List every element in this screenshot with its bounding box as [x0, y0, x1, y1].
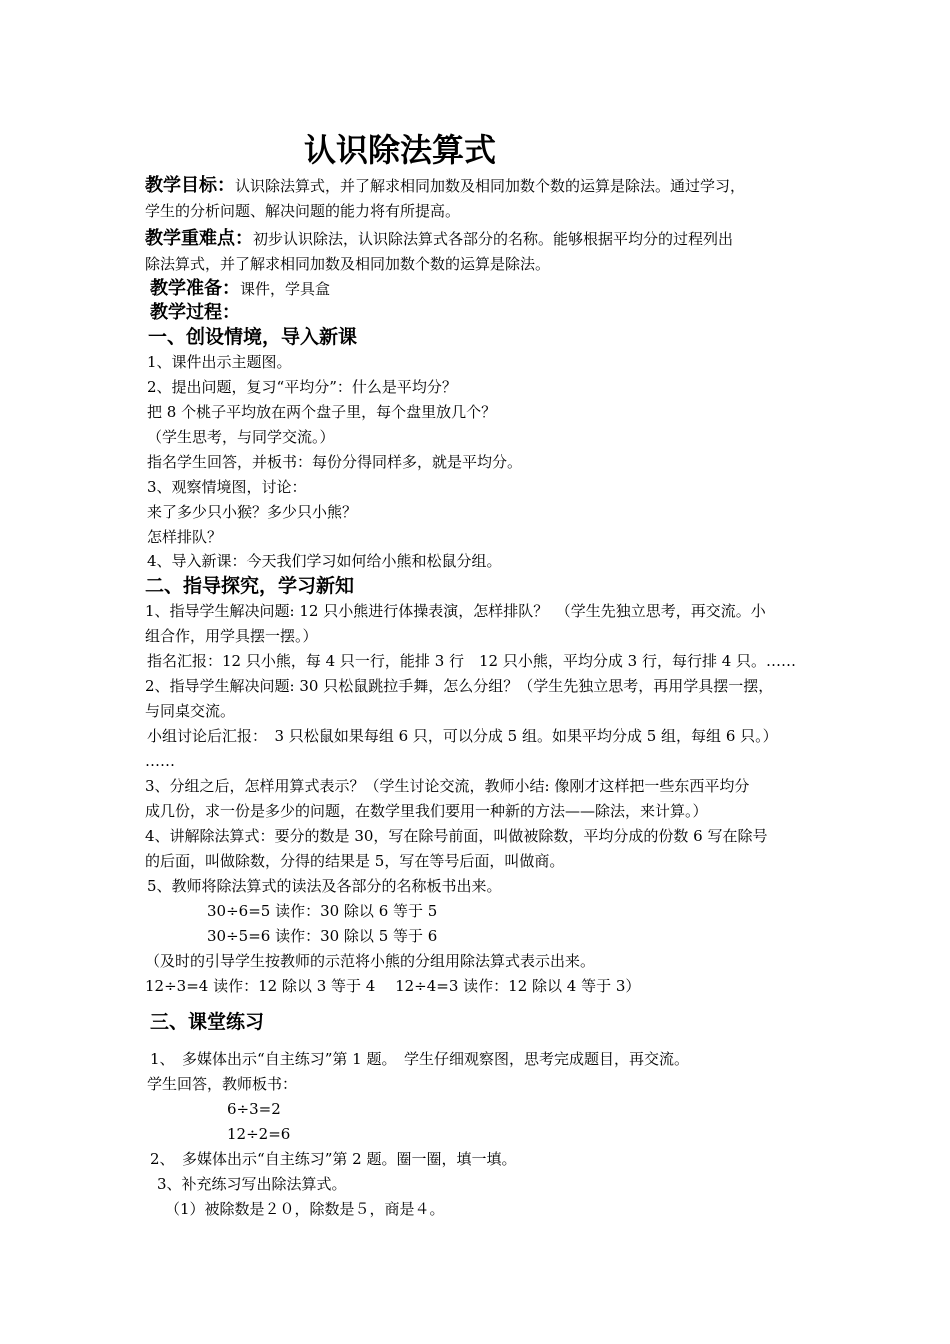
equation-line: 30÷6=5 读作：30 除以 6 等于 5: [207, 902, 438, 920]
section1-heading: 一、创设情境，导入新课: [148, 326, 358, 348]
section2-line: 1、指导学生解决问题: 12 只小熊进行体操表演，怎样排队？ （学生先独立思考，再交流。小: [145, 602, 766, 620]
exercise-line: 2、 多媒体出示“自主练习”第 2 题。圈一圈，填一填。: [150, 1150, 517, 1168]
section1-line: 怎样排队？: [147, 528, 223, 546]
section2-line: 小组讨论后汇报： 3 只松鼠如果每组 6 只，可以分成 5 组。如果平均分成 5 组，每组 6 只。）: [147, 727, 778, 745]
section2-line: 成几份，求一份是多少的问题，在数学里我们要用一种新的方法——除法，来计算。）: [145, 802, 708, 820]
keypoints-line-2: 除法算式，并了解求相同加数及相同加数个数的运算是除法。: [145, 255, 551, 273]
keypoints-text-1: 初步认识除法，认识除法算式各部分的名称。能够根据平均分的过程列出: [253, 230, 734, 248]
document-title: 认识除法算式: [304, 131, 497, 169]
section2-line: 3、分组之后，怎样用算式表示？（学生讨论交流，教师小结: 像刚才这样把一些东西平均分: [145, 777, 750, 795]
section2-line: 2、指导学生解决问题: 30 只松鼠跳拉手舞，怎么分组？（学生先独立思考，再用学具摆一摆，: [145, 677, 774, 695]
prep-label: 教学准备：: [150, 278, 240, 299]
exercise-line: 学生回答，教师板书：: [147, 1075, 298, 1093]
section2-line: 5、教师将除法算式的读法及各部分的名称板书出来。: [147, 877, 502, 895]
section1-line: 1、课件出示主题图。: [147, 353, 292, 371]
exercise-line: 1、 多媒体出示“自主练习”第 1 题。 学生仔细观察图，思考完成题目，再交流。: [150, 1050, 689, 1068]
process-label: 教学过程：: [150, 302, 240, 323]
section1-line: 来了多少只小猴？多少只小熊？: [147, 503, 358, 521]
objective-line-2: 学生的分析问题、解决问题的能力将有所提高。: [145, 202, 461, 220]
equation-line: 30÷5=6 读作：30 除以 5 等于 6: [207, 927, 438, 945]
answer-line: 12÷2=6: [227, 1125, 291, 1143]
answer-line: 6÷3=2: [227, 1100, 281, 1118]
exercise-line: 3、补充练习写出除法算式。: [157, 1175, 347, 1193]
section3-heading: 三、课堂练习: [150, 1011, 265, 1033]
keypoints-label: 教学重难点：: [145, 228, 253, 249]
section1-line: 2、提出问题，复习“平均分”：什么是平均分？: [147, 378, 457, 396]
section2-line: 12÷3=4 读作：12 除以 3 等于 4 12÷4=3 读作：12 除以 4 等于 3）: [145, 977, 641, 995]
section1-line: 3、观察情境图，讨论：: [147, 478, 307, 496]
section1-line: 4、导入新课：今天我们学习如何给小熊和松鼠分组。: [147, 552, 502, 570]
section1-line: （学生思考，与同学交流。）: [147, 428, 335, 446]
objective-label: 教学目标：: [145, 175, 235, 196]
section2-line: 4、讲解除法算式：要分的数是 30，写在除号前面，叫做被除数，平均分成的份数 6 写在除号: [145, 827, 768, 845]
section1-line: 把 8 个桃子平均放在两个盘子里，每个盘里放几个？: [147, 403, 497, 421]
prep-line: [150, 279, 330, 299]
section2-line: 与同桌交流。: [145, 702, 236, 720]
section2-line: 的后面，叫做除数，分得的结果是 5，写在等号后面，叫做商。: [145, 852, 565, 870]
section2-line: 组合作，用学具摆一摆。）: [145, 627, 318, 645]
section2-line: 指名汇报：12 只小熊，每 4 只一行，能排 3 行 12 只小熊，平均分成 3 行，每行排 4 只。……: [147, 652, 797, 670]
objective-line-1: [145, 176, 745, 196]
keypoints-line-1: [145, 229, 733, 249]
section2-heading: 二、指导探究，学习新知: [145, 575, 355, 597]
section1-line: 指名学生回答，并板书：每份分得同样多，就是平均分。: [147, 453, 523, 471]
objective-text-1: 认识除法算式，并了解求相同加数及相同加数个数的运算是除法。通过学习，: [235, 177, 746, 195]
section2-line: （及时的引导学生按教师的示范将小熊的分组用除法算式表示出来。: [145, 952, 596, 970]
section2-line: ……: [145, 752, 175, 770]
exercise-line: （1）被除数是２０，除数是５，商是４。: [165, 1200, 445, 1218]
prep-text: 课件，学具盒: [240, 280, 331, 298]
